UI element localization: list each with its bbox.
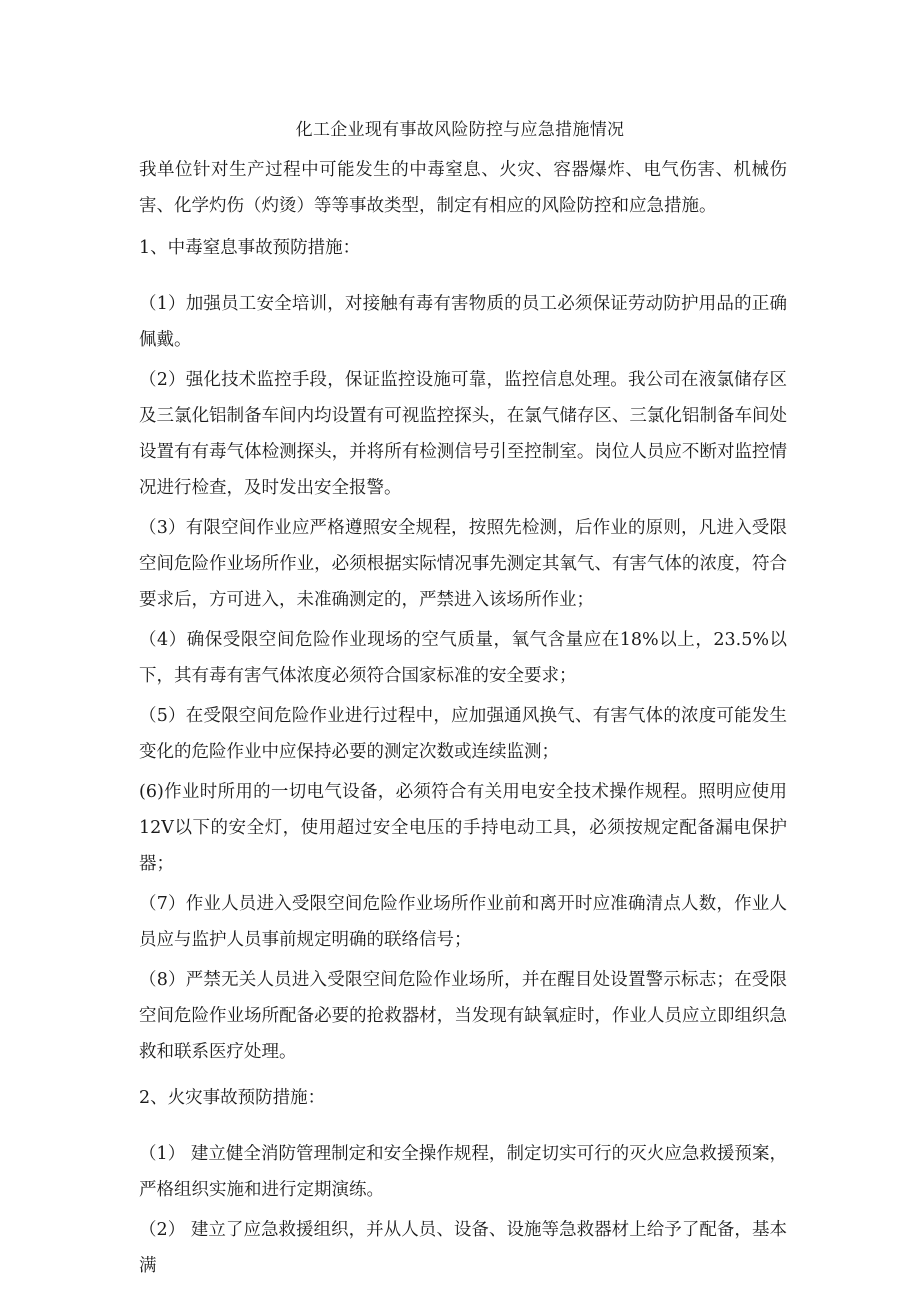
list-item: （7）作业人员进入受限空间危险作业场所作业前和离开时应准确清点人数，作业人员应与监护人员事前规定明确的联络信号； <box>139 894 787 950</box>
section-heading: 1、中毒窒息事故预防措施： <box>139 238 361 258</box>
section-heading: 2、火灾事故预防措施： <box>139 1088 326 1108</box>
list-item: （5）在受限空间危险作业进行过程中，应加强通风换气、有害气体的浓度可能发生变化的危险作业中应保持必要的测定次数或连续监测； <box>139 706 787 762</box>
list-item: (6)作业时所用的一切电气设备，必须符合有关用电安全技术操作规程。照明应使用12V以下的安全灯，使用超过安全电压的手持电动工具，必须按规定配备漏电保护器； <box>139 782 787 874</box>
list-item: （3）有限空间作业应严格遵照安全规程，按照先检测，后作业的原则，凡进入受限空间危险作业场所作业，必须根据实际情况事先测定其氧气、有害气体的浓度，符合要求后，方可进入，未准确测定的，严禁进入该场所作业； <box>139 518 787 610</box>
list-item: （1） 建立健全消防管理制定和安全操作规程，制定切实可行的灭火应急救援预案，严格组织实施和进行定期演练。 <box>139 1144 787 1200</box>
document-body <box>139 152 787 1288</box>
list-item: （4）确保受限空间危险作业现场的空气质量，氧气含量应在18%以上，23.5%以下，其有毒有害气体浓度必须符合国家标准的安全要求； <box>139 630 787 686</box>
list-item: （8）严禁无关人员进入受限空间危险作业场所，并在醒目处设置警示标志；在受限空间危险作业场所配备必要的抢救器材，当发现有缺氧症时，作业人员应立即组织急救和联系医疗处理。 <box>139 970 787 1062</box>
list-item: （1）加强员工安全培训，对接触有毒有害物质的员工必须保证劳动防护用品的正确佩戴。 <box>139 294 787 350</box>
list-item: （2）强化技术监控手段，保证监控设施可靠，监控信息处理。我公司在液氯储存区及三氯化铝制备车间内均设置有可视监控探头，在氯气储存区、三氯化铝制备车间处设置有有毒气体检测探头，并将所有检测信号引至控制室。岗位人员应不断对监控情况进行检查，及时发出安全报警。 <box>139 370 787 498</box>
list-item: （2） 建立了应急救援组织，并从人员、设备、设施等急救器材上给予了配备，基本满 <box>139 1220 787 1276</box>
document-title: 化工企业现有事故风险防控与应急措施情况 <box>295 120 625 140</box>
intro-paragraph: 我单位针对生产过程中可能发生的中毒窒息、火灾、容器爆炸、电气伤害、机械伤害、化学灼伤（灼烫）等等事故类型，制定有相应的风险防控和应急措施。 <box>139 160 787 216</box>
